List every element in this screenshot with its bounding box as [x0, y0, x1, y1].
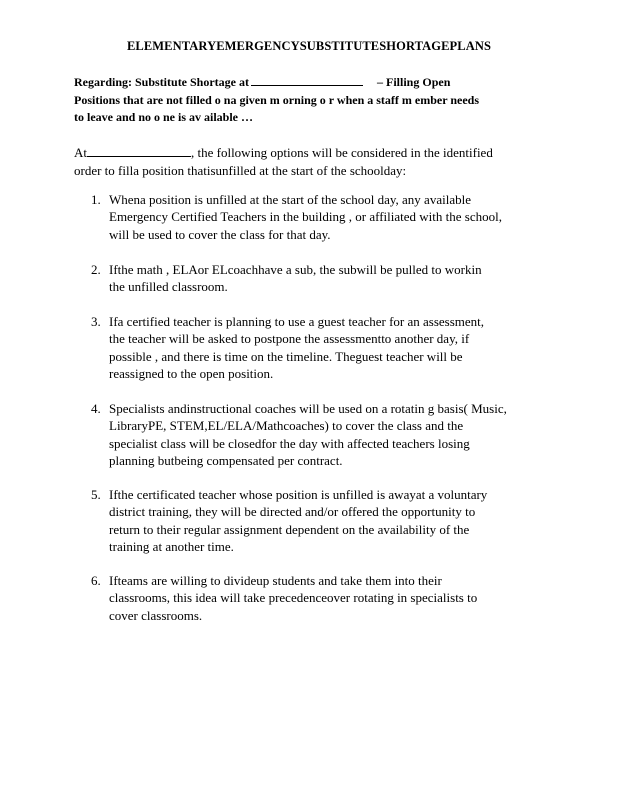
option-text	[109, 191, 549, 243]
intro-line-1-end: , the following options will be considered in the identified	[191, 145, 493, 160]
option-line: Ifthe certificated teacher whose position is unfilled is awayat a voluntary	[109, 487, 488, 502]
option-text	[109, 400, 549, 470]
option-line: will be used to cover the class for that day.	[109, 226, 331, 242]
option-number: 6.	[91, 573, 101, 588]
option-line: the teacher will be asked to postpone the assessmentto another day, if	[109, 331, 470, 347]
regarding-line-2: Positions that are not filled o na given m orning o r when a staff m ember needs	[74, 92, 479, 107]
intro-line-2: order to filla position thatisunfilled at the start of the schoolday:	[74, 162, 407, 178]
regarding-line-1-end: – Filling Open	[377, 75, 451, 89]
option-text	[109, 313, 549, 383]
option-number: 1.	[91, 192, 101, 207]
option-line: the unfilled classroom.	[109, 279, 228, 295]
document-title: ELEMENTARYEMERGENCYSUBSTITUTESHORTAGEPLANS	[126, 39, 492, 53]
option-line: LibraryPE, STEM,EL/ELA/Mathcoaches) to cover the class and the	[109, 418, 464, 434]
option-text	[109, 261, 549, 296]
option-number: 3.	[91, 314, 101, 329]
regarding-line-3: to leave and no o ne is av ailable …	[74, 110, 254, 124]
option-line: classrooms, this idea will take precedenceover rotating in specialists to	[109, 590, 478, 606]
option-line: cover classrooms.	[109, 607, 203, 623]
option-line: training at another time.	[109, 539, 234, 555]
option-number: 4.	[91, 401, 101, 416]
option-line: Emergency Certified Teachers in the building , or affiliated with the school,	[109, 209, 502, 225]
option-line: possible , and there is time on the timeline. Theguest teacher will be	[109, 348, 463, 364]
option-line: specialist class will be closedfor the day with affected teachers losing	[109, 435, 470, 451]
regarding-label: Regarding: Substitute Shortage at	[74, 75, 250, 89]
option-line: return to their regular assignment dependent on the availability of the	[109, 521, 470, 537]
option-text	[109, 486, 549, 556]
intro-at: At	[74, 145, 87, 160]
option-line: district training, they will be directed and/or offered the opportunity to	[109, 504, 476, 520]
option-line: reassigned to the open position.	[109, 366, 274, 382]
option-line: Whena position is unfilled at the start of the school day, any available	[109, 192, 471, 207]
option-line: planning butbeing compensated per contract.	[109, 453, 343, 469]
option-number: 2.	[91, 262, 101, 277]
option-line: Ifa certified teacher is planning to use a guest teacher for an assessment,	[109, 314, 485, 329]
option-number: 5.	[91, 487, 101, 502]
option-line: Ifteams are willing to divideup students and take them into their	[109, 573, 442, 588]
option-line: Specialists andinstructional coaches will be used on a rotatin g basis( Music,	[109, 401, 507, 416]
option-line: Ifthe math , ELAor ELcoachhave a sub, the subwill be pulled to workin	[109, 262, 482, 277]
option-text	[109, 572, 549, 624]
